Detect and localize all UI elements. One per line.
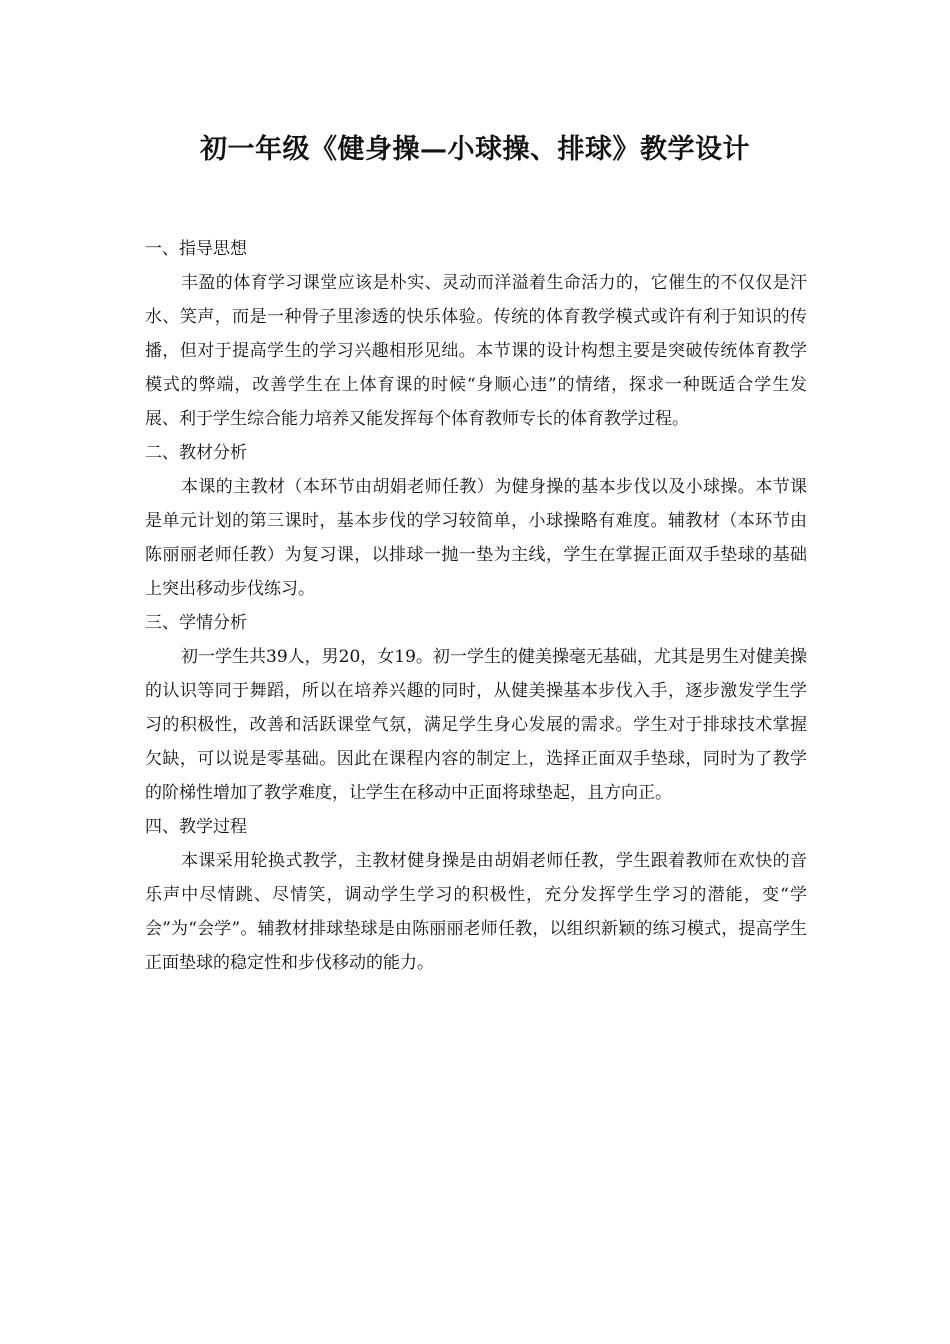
section-heading: 一、指导思想 [145,239,247,259]
section-paragraph: 丰盈的体育学习课堂应该是朴实、灵动而洋溢着生命活力的，它催生的不仅仅是汗水、笑声，而是一种骨子里渗透的快乐体验。传统的体育教学模式或许有利于知识的传播，但对于提高学生的学习兴趣相形见绌。本节课的设计构想主要是突破传统体育教学模式的弊端，改善学生在上体育课的时候“身顺心违”的情绪，探求一种既适合学生发展、利于学生综合能力培养又能发挥每个体育教师专长的体育教学过程。 [145,273,807,429]
section-material-analysis [145,436,807,606]
section-heading: 四、教学过程 [145,817,247,837]
section-guiding-ideology [145,232,807,436]
section-heading: 三、学情分析 [145,613,247,633]
section-student-analysis [145,606,807,810]
document-title: 初一年级《健身操—小球操、排球》教学设计 [200,134,750,165]
section-paragraph: 初一学生共39人，男20，女19。初一学生的健美操毫无基础，尤其是男生对健美操的认识等同于舞蹈，所以在培养兴趣的同时，从健美操基本步伐入手，逐步激发学生学习的积极性，改善和活跃课堂气氛，满足学生身心发展的需求。学生对于排球技术掌握欠缺，可以说是零基础。因此在课程内容的制定上，选择正面双手垫球，同时为了教学的阶梯性增加了教学难度，让学生在移动中正面将球垫起，且方向正。 [145,647,807,803]
section-teaching-process [145,810,807,980]
section-heading: 二、教材分析 [145,443,247,463]
section-paragraph: 本课的主教材（本环节由胡娟老师任教）为健身操的基本步伐以及小球操。本节课是单元计划的第三课时，基本步伐的学习较简单，小球操略有难度。辅教材（本环节由陈丽丽老师任教）为复习课，以排球一抛一垫为主线，学生在掌握正面双手垫球的基础上突出移动步伐练习。 [145,477,807,599]
section-paragraph: 本课采用轮换式教学，主教材健身操是由胡娟老师任教，学生跟着教师在欢快的音乐声中尽情跳、尽情笑，调动学生学习的积极性，充分发挥学生学习的潜能，变“学会”为“会学”。辅教材排球垫球是由陈丽丽老师任教，以组织新颖的练习模式，提高学生正面垫球的稳定性和步伐移动的能力。 [145,851,807,973]
document-body [145,232,807,980]
